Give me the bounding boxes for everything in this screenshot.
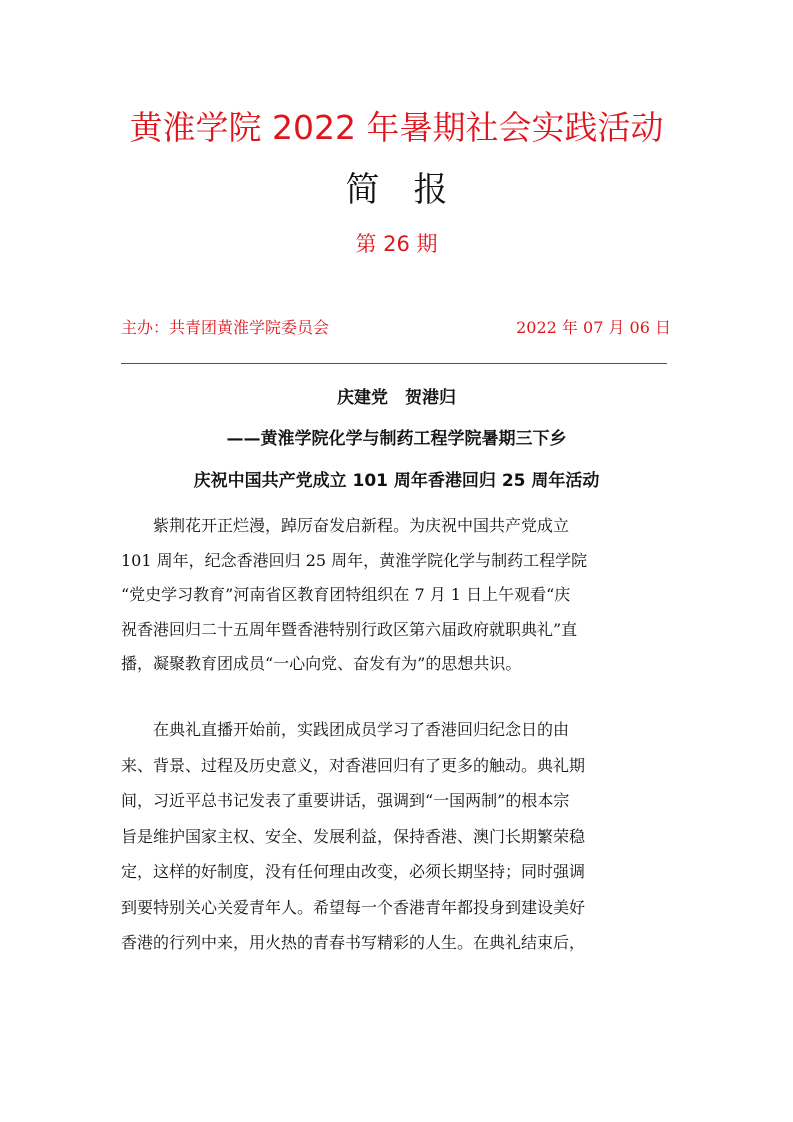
article-title: [0, 383, 793, 413]
paragraph-line: 101 周年，纪念香港回归 25 周年，黄淮学院化学与制药工程学院: [121, 550, 588, 570]
paragraph-line: 定，这样的好制度，没有任何理由改变，必须长期坚持；同时强调: [121, 862, 586, 881]
paragraph-line: 间，习近平总书记发表了重要讲话，强调到“一国两制”的根本宗: [121, 791, 570, 810]
paragraph-line: 在典礼直播开始前，实践团成员学习了香港回归纪念日的由: [153, 720, 570, 739]
issue-number: 第 26 期: [355, 232, 438, 256]
article-subtitle-2: 庆祝中国共产党成立 101 周年香港回归 25 周年活动: [193, 471, 600, 491]
paragraph-line: 播，凝聚教育团成员“一心向党、奋发有为”的思想共识。: [121, 654, 522, 673]
paragraph-2: [121, 712, 673, 961]
meta-row: [121, 314, 671, 342]
header-divider: [121, 363, 667, 364]
host-organization: 主办：共青团黄淮学院委员会: [121, 318, 330, 337]
bulletin-main-title: 黄淮学院 2022 年暑期社会实践活动: [129, 108, 664, 147]
paragraph-line: 来、背景、过程及历史意义，对香港回归有了更多的触动。典礼期: [121, 755, 586, 775]
paragraph-line: 祝香港回归二十五周年暨香港特别行政区第六届政府就职典礼”直: [121, 619, 578, 639]
bulletin-heading-char-1: 简: [345, 170, 380, 210]
paragraph-line: “党史学习教育”河南省区教育团特组织在 7 月 1 日上午观看“庆: [121, 585, 571, 604]
paragraph-line: 香港的行列中来，用火热的青春书写精彩的人生。在典礼结束后，: [121, 933, 586, 952]
article-title-part-2: 贺港归: [405, 388, 456, 408]
paragraph-line: 到要特别关心关爱青年人。希望每一个香港青年都投身到建设美好: [121, 897, 586, 917]
article-subtitle-1: ——黄淮学院化学与制药工程学院暑期三下乡: [226, 429, 567, 449]
publish-date: 2022 年 07 月 06 日: [516, 318, 671, 337]
paragraph-line: 紫荆花开正烂漫，踔厉奋发启新程。为庆祝中国共产党成立: [153, 516, 570, 535]
bulletin-heading-char-2: 报: [413, 170, 448, 210]
article-title-part-1: 庆建党: [337, 388, 388, 408]
bulletin-heading: [0, 164, 793, 216]
paragraph-line: 旨是维护国家主权、安全、发展利益，保持香港、澳门长期繁荣稳: [121, 826, 586, 846]
paragraph-1: [121, 509, 673, 682]
